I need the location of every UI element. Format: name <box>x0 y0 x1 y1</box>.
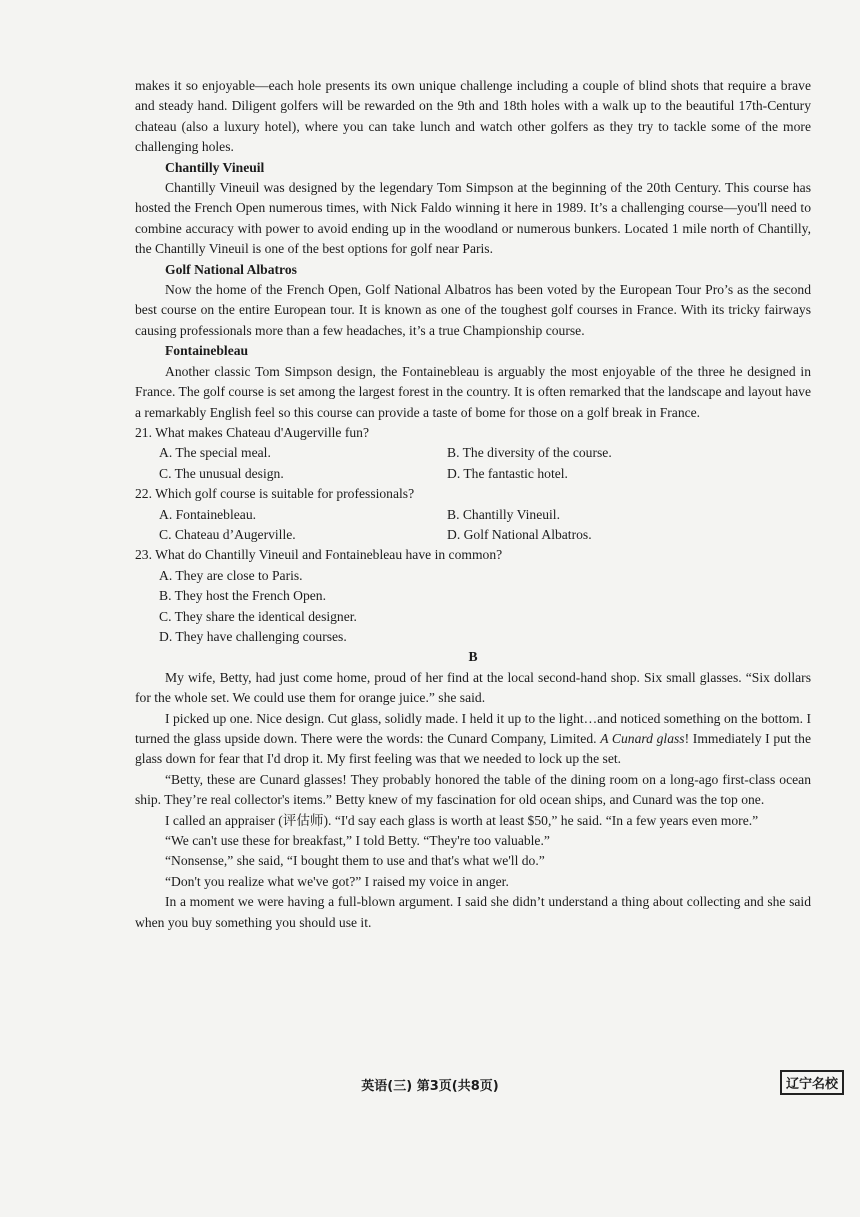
option-row <box>135 464 811 484</box>
section-text: Another classic Tom Simpson design, the Fontainebleau is arguably the most enjoyable of the three he designed in France. The golf course is set among the largest forest in the country. It is often remarked that the landscape and layout have a remarkably English feel so this course can provide a taste of bome for those on a golf break in France. <box>135 363 811 420</box>
section-heading: Chantilly Vineuil <box>165 159 265 175</box>
option-row <box>135 525 811 545</box>
option-b: B. The diversity of the course. <box>447 445 612 461</box>
page-content <box>135 76 811 933</box>
option-b: B. Chantilly Vineuil. <box>447 506 560 522</box>
question-stem: 22. Which golf course is suitable for professionals? <box>135 486 415 502</box>
passage-b-label: B <box>468 649 478 665</box>
option-a: A. They are close to Paris. <box>159 567 303 583</box>
passage-a-intro: makes it so enjoyable—each hole presents its own unique challenge including a couple of blind shots that require a brave and steady hand. Diligent golfers will be rewarded on the 9th and 18th holes with a walk up to the beautiful 17th-Century chateau (also a luxury hotel), where you can take lunch and watch other golfers as they try to tackle some of the more challenging holes. <box>135 78 811 155</box>
paragraph: My wife, Betty, had just come home, proud of her find at the local second-hand shop. Six small glasses. “Six dollars for the whole set. We could use them for orange juice.” she said. <box>135 669 811 706</box>
paragraph-text: I picked up one. Nice design. Cut glass, solidly made. I held it up to the light…and noticed something on the bottom. I turned the glass upside down. There were the words: the Cunard Company, Limited. <box>135 710 811 746</box>
paragraph: I called an appraiser (评估师). “I'd say each glass is worth at least $50,” he said. “In a few years even more.” <box>165 812 759 828</box>
option-row <box>135 443 811 463</box>
section-text: Chantilly Vineuil was designed by the legendary Tom Simpson at the beginning of the 20th Century. This course has hosted the French Open numerous times, with Nick Faldo winning it here in 1989. It’s a challenging course—you'll need to combine accuracy with power to avoid ending up in the woodland or numerous bunkers. Located 1 mile north of Chantilly, the Chantilly Vineuil is one of the best options for golf near Paris. <box>135 180 811 257</box>
question-stem: 23. What do Chantilly Vineuil and Fontainebleau have in common? <box>135 547 503 563</box>
option-d: D. They have challenging courses. <box>159 628 347 644</box>
school-stamp: 辽宁名校 <box>780 1070 844 1095</box>
paragraph-text: ! Immediately I put the glass down for fear that I'd drop it. My first feeling was that we needed to lock up the set. <box>135 731 811 767</box>
option-c: C. Chateau d’Augerville. <box>159 526 296 542</box>
paragraph: “We can't use these for breakfast,” I told Betty. “They're too valuable.” <box>165 833 550 849</box>
option-b: B. They host the French Open. <box>159 588 327 604</box>
option-a: A. Fontainebleau. <box>159 506 257 522</box>
option-d: D. Golf National Albatros. <box>447 526 592 542</box>
paragraph: “Don't you realize what we've got?” I raised my voice in anger. <box>165 873 509 889</box>
paragraph: “Nonsense,” she said, “I bought them to use and that's what we'll do.” <box>165 853 545 869</box>
section-text: Now the home of the French Open, Golf National Albatros has been voted by the European Tour Pro’s as the second best course on the entire European tour. It is known as one of the toughest golf courses in France. With its tricky fairways causing professionals more than a few headaches, it’s a true Championship course. <box>135 282 811 338</box>
question-stem: 21. What makes Chateau d'Augerville fun? <box>135 424 369 440</box>
option-row <box>135 505 811 525</box>
section-heading: Golf National Albatros <box>165 261 297 277</box>
section-heading: Fontainebleau <box>165 343 249 359</box>
paragraph: “Betty, these are Cunard glasses! They probably honored the table of the dining room on a long-ago first-class ocean ship. They’re real collector's items.” Betty knew of my fascination for old ocean ships, and Cunard was the top one. <box>135 771 811 808</box>
italic-phrase: A Cunard glass <box>600 731 685 746</box>
option-c: C. The unusual design. <box>159 465 284 481</box>
paragraph: In a moment we were having a full-blown argument. I said she didn’t understand a thing about collecting and she said when you buy something you should use it. <box>135 894 811 930</box>
paragraph <box>135 709 811 770</box>
page-footer: 英语(三) 第3页(共8页) <box>361 1079 499 1094</box>
option-a: A. The special meal. <box>159 445 271 461</box>
option-c: C. They share the identical designer. <box>159 608 357 624</box>
option-d: D. The fantastic hotel. <box>447 465 568 481</box>
